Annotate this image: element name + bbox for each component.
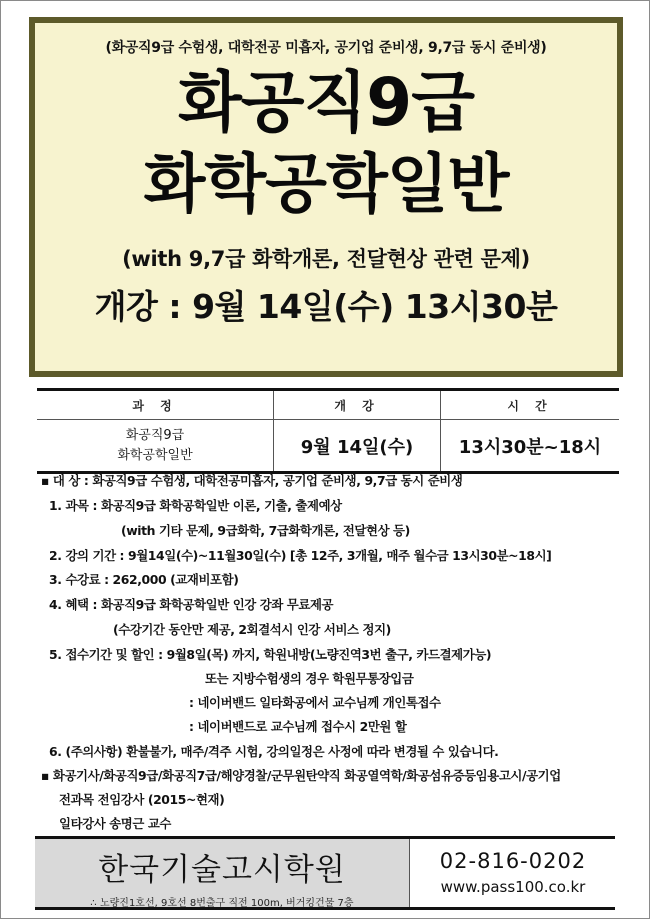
academy-info [35, 839, 409, 907]
contact-info [409, 839, 616, 907]
header-course: 과 정 [37, 390, 274, 420]
academy-footer [35, 836, 615, 910]
detail-benefit: 4. 혜택 : 화공직9급 화학공학일반 인강 강좌 무료제공 [49, 597, 334, 612]
detail-instructor: ▪ 화공기사/화공직9급/화공직7급/해양경찰/군무원탄약직 화공열역학/화공섬유증등임용고시/공기업 [41, 768, 561, 783]
open-date-cell: 9월 14일(수) [274, 420, 441, 473]
title-line-2: 화학공학일반 [143, 148, 509, 222]
detail-subject: 1. 과목 : 화공직9급 화학공학일반 이론, 기출, 출제예상 [49, 498, 342, 513]
detail-period: 2. 강의 기간 : 9월14일(수)~11월30일(수) [총 12주, 3개월, 매주 월수금 13시30분~18시] [49, 548, 552, 563]
schedule-table [37, 388, 619, 474]
website-link[interactable]: www.pass100.co.kr [440, 878, 586, 896]
detail-registration: 5. 접수기간 및 할인 : 9월8일(목) 까지, 학원내방(노량진역3번 출구, 카드결제가능) [49, 647, 492, 662]
academy-address: ∴ 노량진1호선, 9호선 8번출구 직전 100m, 버거킹건물 7층 [90, 898, 354, 909]
schedule-header-row [37, 390, 619, 420]
course-line-2: 화학공학일반 [117, 447, 193, 463]
detail-registration-band: : 네이버밴드 일타화공에서 교수님께 개인톡접수 [189, 695, 441, 710]
hero-banner [29, 17, 623, 377]
schedule-row [37, 420, 619, 473]
phone-number: 02-816-0202 [439, 849, 587, 873]
detail-registration-remote: 또는 지방수험생의 경우 학원무통장입금 [205, 671, 414, 686]
time-cell: 13시30분~18시 [441, 420, 620, 473]
academy-name: 한국기술고시학원 [98, 852, 346, 888]
detail-benefit-note: (수강기간 동안만 제공, 2회결석시 인강 서비스 정지) [113, 622, 391, 637]
detail-subject-note: (with 기타 문제, 9급화학, 7급화학개론, 전달현상 등) [121, 523, 410, 538]
header-opening: 개 강 [274, 390, 441, 420]
detail-instructor-role: 전과목 전임강사 (2015~현재) [59, 792, 225, 807]
course-line-1: 화공직9급 [125, 427, 185, 443]
detail-target: ▪ 대 상 : 화공직9급 수험생, 대학전공미흡자, 공기업 준비생, 9,7급 동시 준비생 [41, 473, 463, 488]
detail-fee: 3. 수강료 : 262,000 (교재비포함) [49, 572, 239, 587]
header-time: 시 간 [441, 390, 620, 420]
target-audience: (화공직9급 수험생, 대학전공 미흡자, 공기업 준비생, 9,7급 동시 준비생) [105, 40, 547, 56]
opening-date: 개강 : 9월 14일(수) 13시30분 [94, 287, 558, 326]
course-cell [37, 420, 274, 473]
subtitle: (with 9,7급 화학개론, 전달현상 관련 문제) [122, 247, 530, 271]
detail-notice: 6. (주의사항) 환불불가, 매주/격주 시험, 강의일정은 사정에 따라 변경될 수 있습니다. [49, 744, 499, 759]
title-line-1: 화공직9급 [178, 64, 474, 141]
detail-registration-discount: : 네이버밴드로 교수님께 접수시 2만원 할 [189, 719, 407, 734]
detail-instructor-name: 일타강사 송명근 교수 [59, 816, 171, 831]
